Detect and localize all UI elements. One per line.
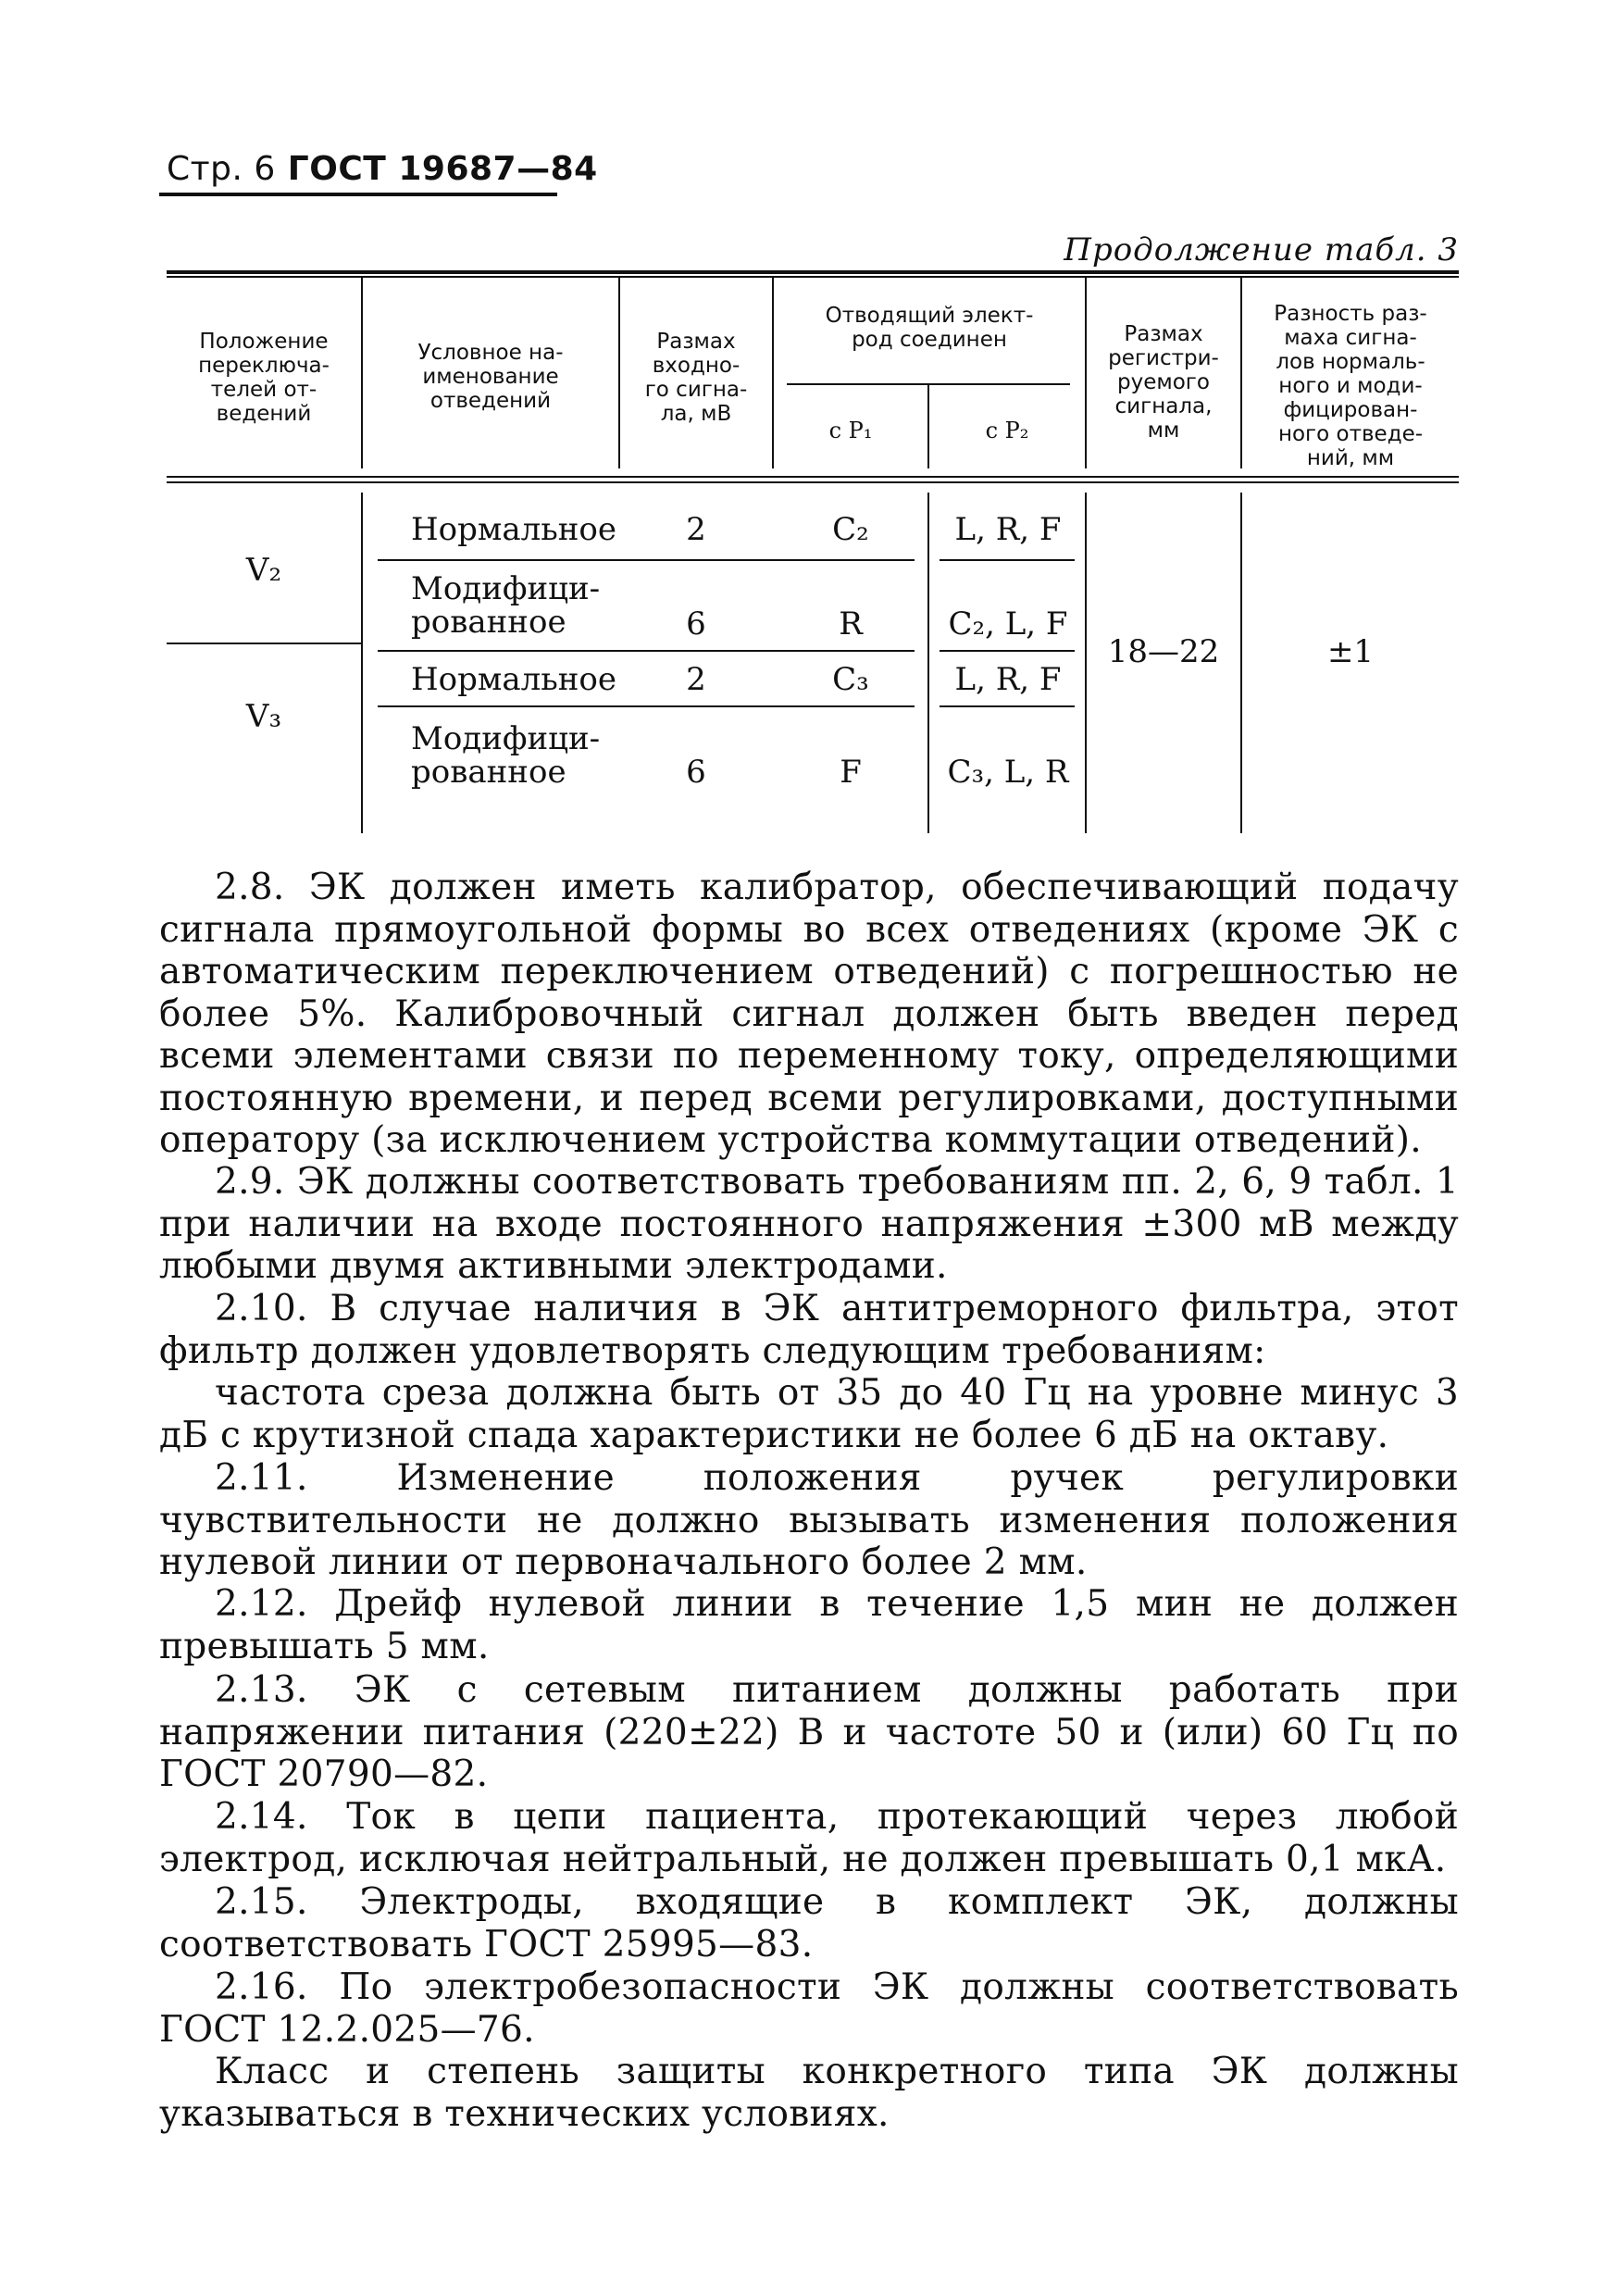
col-header-difference: Разность раз- маха сигна- лов нормаль- ного и моди- фицирован- ного отведе- ний, мм <box>1274 302 1427 470</box>
paragraph-class-protection: Класс и степень защиты конкретного типа ЭК должны указываться в технических условиях. <box>159 2051 1459 2135</box>
table-cell-name: Нормальное <box>411 511 616 548</box>
row-v2-position: V₂ <box>245 552 282 589</box>
col-header-position: Положение переключа- телей от- ведений <box>198 330 330 426</box>
table-cell-p2: C₂, L, F <box>948 605 1068 643</box>
table-cell-p1: C₃ <box>832 661 869 698</box>
paragraph-2-14: 2.14. Ток в цепи пациента, протекающий через любой электрод, исключая нейтральный, не должен превышать 0,1 мкА. <box>159 1796 1459 1880</box>
col-header-name: Условное на- именование отведений <box>417 341 564 413</box>
table-cell-p2: L, R, F <box>954 661 1062 698</box>
paragraph-2-8: 2.8. ЭК должен иметь калибратор, обеспечивающий подачу сигнала прямоугольной формы во всех отведениях (кроме ЭК с автоматическим переключением отведений) с погрешностью не более 5%. Калибровочный сигнал должен быть введен перед всеми элементами связи по переменному току, определяющими постоянную времени, и перед всеми регулировками, доступными оператору (за исключением устройства коммутации отведений). <box>159 867 1459 1161</box>
paragraph-2-15: 2.15. Электроды, входящие в комплект ЭК, должны соответствовать ГОСТ 25995—83. <box>159 1881 1459 1965</box>
paragraph-2-10: 2.10. В случае наличия в ЭК антитреморного фильтра, этот фильтр должен удовлетворять следующим требованиям: <box>159 1288 1459 1372</box>
table-cell-p1: F <box>840 754 862 791</box>
table-cell-p1: C₂ <box>832 511 869 548</box>
difference-value: ±1 <box>1326 633 1375 670</box>
page-number: Стр. 6 <box>167 150 276 188</box>
table-cell-input: 6 <box>686 754 706 791</box>
standard-number: ГОСТ 19687—84 <box>287 150 598 188</box>
registered-amplitude-value: 18—22 <box>1107 633 1220 670</box>
paragraph-2-10-cont: частота среза должна быть от 35 до 40 Гц на уровне минус 3 дБ с крутизной спада характеристики не более 6 дБ на октаву. <box>159 1372 1459 1456</box>
table-cell-input: 2 <box>686 661 706 698</box>
row-v3-position: V₃ <box>245 698 282 735</box>
col-header-registered-amplitude: Размах регистри- руемого сигнала, мм <box>1108 322 1219 443</box>
col-header-with-p2: с P₂ <box>985 418 1029 443</box>
leads-table <box>167 270 1459 844</box>
table-cell-p1: R <box>839 605 863 643</box>
table-cell-name: Нормальное <box>411 661 616 698</box>
col-header-input-amplitude: Размах входно- го сигна- ла, мВ <box>644 330 748 426</box>
paragraph-2-13: 2.13. ЭК с сетевым питанием должны работать при напряжении питания (220±22) В и частоте 50 и (или) 60 Гц по ГОСТ 20790—82. <box>159 1669 1459 1795</box>
table-cell-name: Модифици- рованное <box>411 570 601 641</box>
header-rule <box>159 193 557 196</box>
page-header <box>167 150 598 188</box>
table-cell-p2: C₃, L, R <box>947 754 1069 791</box>
table-cell-p2: L, R, F <box>954 511 1062 548</box>
paragraph-2-11: 2.11. Изменение положения ручек регулировки чувствительности не должно вызывать изменения положения нулевой линии от первоначального более 2 мм. <box>159 1457 1459 1583</box>
col-header-electrode: Отводящий элект- род соединен <box>825 304 1034 352</box>
col-header-with-p1: с P₁ <box>828 418 873 443</box>
table-caption: Продолжение табл. 3 <box>1064 231 1459 268</box>
paragraph-2-16: 2.16. По электробезопасности ЭК должны соответствовать ГОСТ 12.2.025—76. <box>159 1966 1459 2051</box>
paragraph-2-9: 2.9. ЭК должны соответствовать требованиям пп. 2, 6, 9 табл. 1 при наличии на входе постоянного напряжения ±300 мВ между любыми двумя активными электродами. <box>159 1161 1459 1287</box>
table-cell-input: 2 <box>686 511 706 548</box>
table-cell-input: 6 <box>686 605 706 643</box>
table-cell-name: Модифици- рованное <box>411 720 601 791</box>
paragraph-2-12: 2.12. Дрейф нулевой линии в течение 1,5 мин не должен превышать 5 мм. <box>159 1583 1459 1667</box>
